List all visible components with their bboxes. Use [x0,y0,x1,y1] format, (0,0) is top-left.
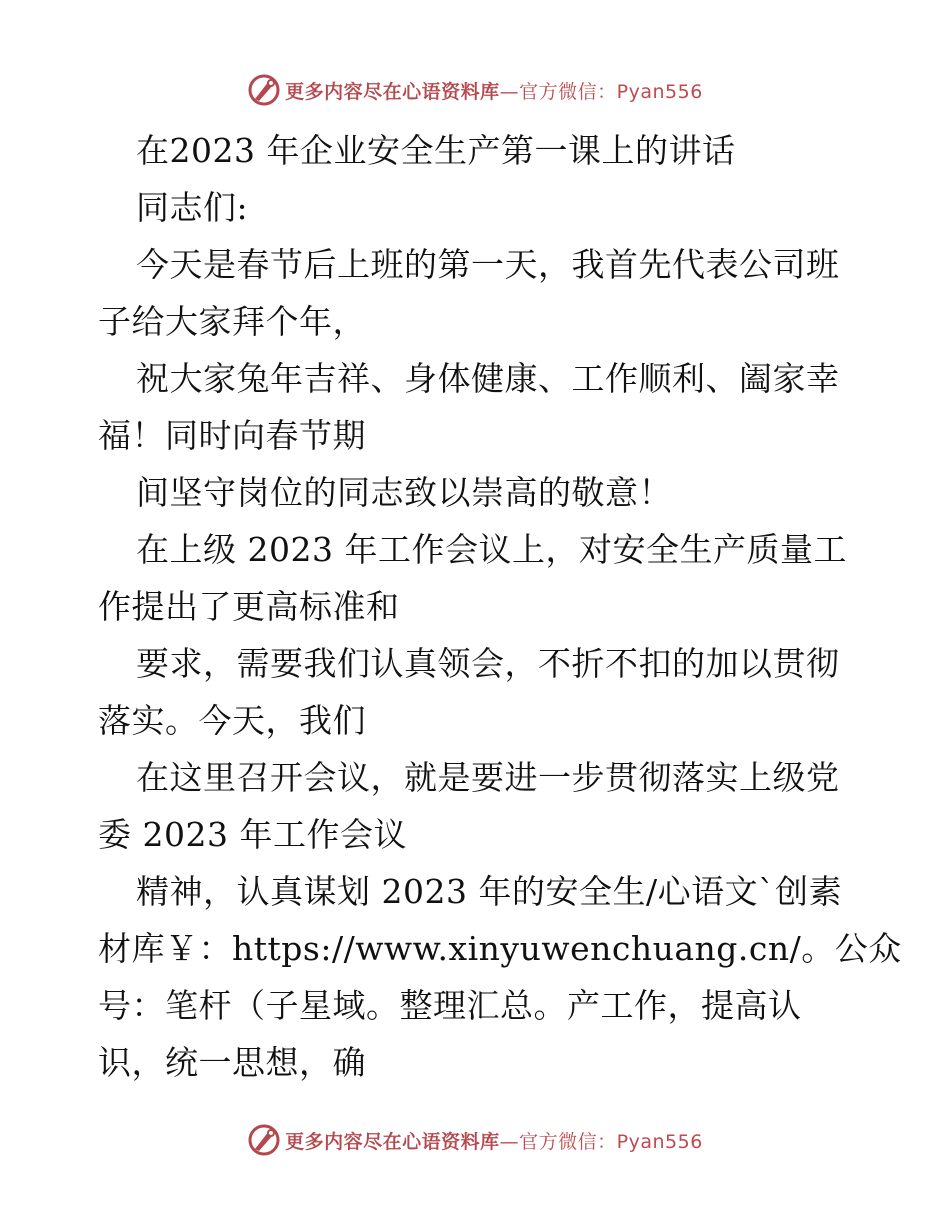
doc-line: 作提出了更高标准和 [98,587,400,626]
doc-line: 精神，认真谋划 2023 年的安全生/心语文`创素 [136,872,843,911]
doc-line: 在上级 2023 年工作会议上，对安全生产质量工 [136,530,847,569]
doc-line: 福！同时向春节期 [98,416,366,455]
header-banner [0,70,950,110]
doc-line: 落实。今天，我们 [98,701,366,740]
doc-line: 今天是春节后上班的第一天，我首先代表公司班 [136,245,840,284]
doc-line: 同志们: [136,188,249,227]
header-banner-text [285,77,703,104]
header-banner-wechat: —官方微信：Pyan556 [499,80,703,103]
doc-line: 祝大家兔年吉祥、身体健康、工作顺利、阖家幸 [136,359,840,398]
footer-banner-main: 更多内容尽在心语资料库 [285,1130,500,1153]
doc-line: 要求，需要我们认真领会，不折不扣的加以贯彻 [136,644,840,683]
quill-seal-icon [247,1123,281,1157]
doc-line: 间坚守岗位的同志致以崇高的敬意！ [136,473,672,512]
doc-line: 子给大家拜个年， [98,302,366,341]
quill-seal-icon [247,73,281,107]
header-banner-main: 更多内容尽在心语资料库 [285,80,500,103]
footer-banner [0,1120,950,1160]
doc-line: 材库￥：https://www.xinyuwenchuang.cn/。公众 [98,929,902,968]
document-body [98,122,902,1091]
footer-banner-wechat: —官方微信：Pyan556 [499,1130,703,1153]
doc-line: 号：笔杆（子星域。整理汇总。产工作，提高认 [98,986,802,1025]
doc-title: 在2023 年企业安全生产第一课上的讲话 [136,131,736,170]
doc-line: 委 2023 年工作会议 [98,815,407,854]
doc-line: 在这里召开会议，就是要进一步贯彻落实上级党 [136,758,840,797]
doc-line: 识，统一思想，确 [98,1043,366,1082]
footer-banner-text [285,1127,703,1154]
